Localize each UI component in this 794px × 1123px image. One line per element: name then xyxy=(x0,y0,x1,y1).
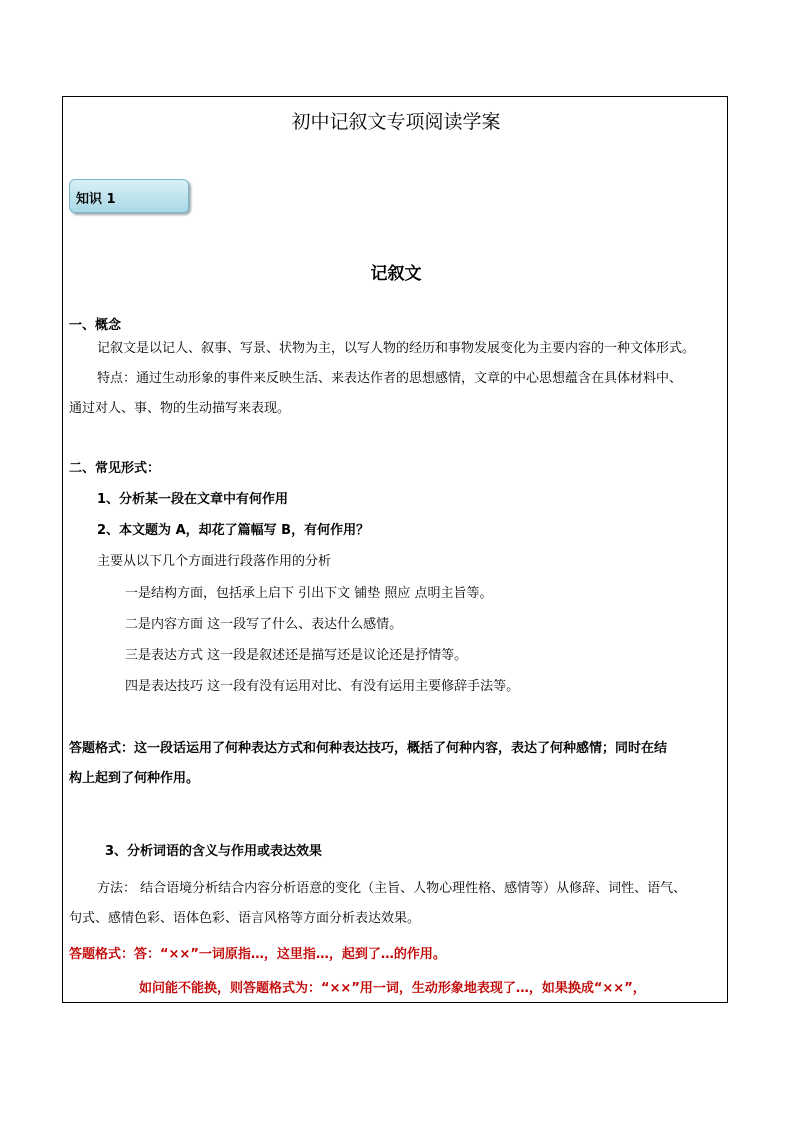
method-line-2: 句式、感情色彩、语体色彩、语言风格等方面分析表达效果。 xyxy=(69,911,421,926)
analysis-intro: 主要从以下几个方面进行段落作用的分析 xyxy=(97,554,332,569)
red-answer-format: 答题格式：答：“××”一词原指…，这里指…，起到了…的作用。 xyxy=(69,947,446,962)
feature-line-1: 特点：通过生动形象的事件来反映生活、来表达作者的思想感情，文章的中心思想蕴含在具体材料中、 xyxy=(97,371,683,386)
document-frame xyxy=(62,96,728,1003)
form-item-3: 3、分析词语的含义与作用或表达效果 xyxy=(105,844,323,859)
concept-heading: 一、概念 xyxy=(69,318,122,333)
point-structure: 一是结构方面，包括承上启下 引出下文 铺垫 照应 点明主旨等。 xyxy=(125,586,493,601)
red-answer-format-2: 如问能不能换，则答题格式为：“××”用一词，生动形象地表现了…，如果换成“××”， xyxy=(139,981,646,996)
knowledge-badge xyxy=(69,179,189,213)
feature-line-2: 通过对人、事、物的生动描写来表现。 xyxy=(69,401,291,416)
concept-paragraph: 记叙文是以记人、叙事、写景、状物为主，以写人物的经历和事物发展变化为主要内容的一种文体形式。 xyxy=(97,341,696,356)
page-title: 初中记叙文专项阅读学案 xyxy=(291,111,501,133)
answer-format-line-2: 构上起到了何种作用。 xyxy=(69,771,200,786)
badge-label: 知识 1 xyxy=(76,192,116,207)
form-item-2: 2、本文题为 A，却花了篇幅写 B，有何作用？ xyxy=(97,523,370,538)
answer-format-line-1: 答题格式：这一段话运用了何种表达方式和何种表达技巧，概括了何种内容，表达了何种感情；同时在结 xyxy=(69,741,668,756)
section-subtitle: 记叙文 xyxy=(370,264,422,284)
forms-heading: 二、常见形式： xyxy=(69,461,161,476)
method-line-1: 方法： 结合语境分析结合内容分析语意的变化（主旨、人物心理性格、感情等）从修辞、词性、语气、 xyxy=(97,881,687,896)
point-content: 二是内容方面 这一段写了什么、表达什么感情。 xyxy=(125,617,403,632)
point-expression: 三是表达方式 这一段是叙述还是描写还是议论还是抒情等。 xyxy=(125,648,468,663)
point-technique: 四是表达技巧 这一段有没有运用对比、有没有运用主要修辞手法等。 xyxy=(125,679,520,694)
form-item-1: 1、分析某一段在文章中有何作用 xyxy=(97,492,289,507)
